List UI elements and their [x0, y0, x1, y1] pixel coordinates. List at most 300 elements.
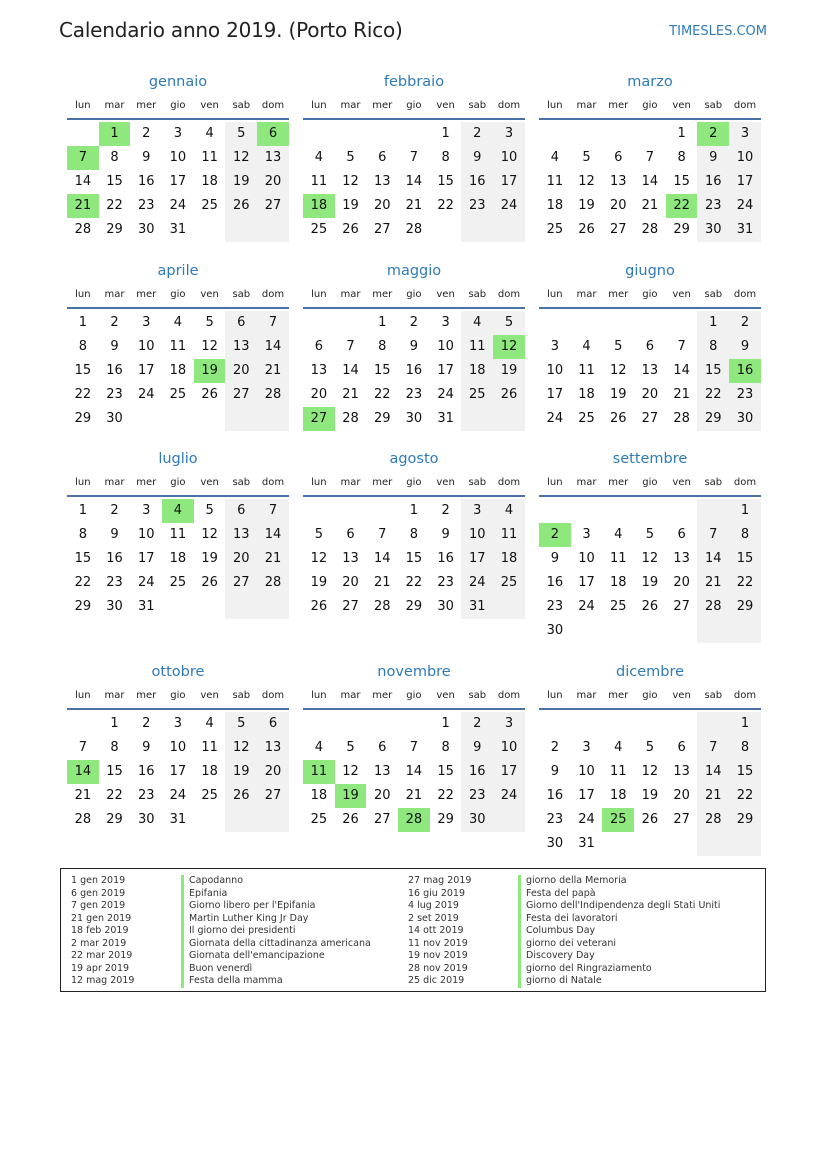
day-cell[interactable]: 28	[405, 222, 423, 237]
day-cell[interactable]: 2	[142, 126, 151, 141]
day-cell[interactable]: 19	[225, 170, 257, 194]
day-cell[interactable]: 13	[673, 551, 690, 566]
day-cell[interactable]: 14	[67, 760, 99, 784]
day-cell[interactable]: 15	[405, 551, 423, 566]
day-cell[interactable]: 29	[74, 411, 92, 426]
day-cell[interactable]: 18	[310, 788, 328, 803]
day-cell[interactable]: 1	[378, 315, 387, 330]
day-cell[interactable]: 27	[673, 599, 690, 614]
day-cell[interactable]: 29	[74, 599, 92, 614]
day-cell[interactable]: 23	[697, 194, 729, 218]
day-cell[interactable]: 4	[461, 311, 493, 335]
day-cell[interactable]: 15	[106, 174, 123, 189]
day-cell[interactable]: 16	[729, 359, 761, 383]
day-cell[interactable]: 16	[697, 170, 729, 194]
day-cell[interactable]: 7	[257, 499, 289, 523]
day-cell[interactable]: 18	[201, 764, 218, 779]
day-cell[interactable]: 13	[225, 335, 257, 359]
day-cell[interactable]: 6	[346, 527, 355, 542]
day-cell[interactable]: 4	[314, 150, 323, 165]
day-cell[interactable]: 20	[609, 198, 627, 213]
day-cell[interactable]: 1	[110, 716, 119, 731]
day-cell[interactable]: 14	[697, 760, 729, 784]
day-cell[interactable]: 12	[201, 527, 218, 542]
day-cell[interactable]: 16	[405, 363, 423, 378]
day-cell[interactable]: 30	[546, 623, 564, 638]
day-cell[interactable]: 5	[225, 712, 257, 736]
day-cell[interactable]: 29	[673, 222, 690, 237]
day-cell[interactable]: 14	[641, 174, 659, 189]
day-cell[interactable]: 17	[169, 174, 187, 189]
day-cell[interactable]: 11	[201, 740, 218, 755]
day-cell[interactable]: 10	[578, 551, 595, 566]
day-cell[interactable]: 21	[342, 387, 359, 402]
day-cell[interactable]: 1	[441, 126, 450, 141]
day-cell[interactable]: 13	[641, 363, 659, 378]
day-cell[interactable]: 19	[641, 575, 659, 590]
day-cell[interactable]: 6	[257, 122, 289, 146]
day-cell[interactable]: 21	[74, 788, 92, 803]
day-cell[interactable]: 30	[405, 411, 423, 426]
day-cell[interactable]: 28	[373, 599, 391, 614]
day-cell[interactable]: 10	[546, 363, 564, 378]
day-cell[interactable]: 18	[609, 788, 627, 803]
day-cell[interactable]: 25	[310, 222, 328, 237]
day-cell[interactable]: 20	[373, 198, 391, 213]
day-cell[interactable]: 29	[405, 599, 423, 614]
day-cell[interactable]: 2	[539, 523, 571, 547]
day-cell[interactable]: 18	[169, 551, 187, 566]
day-cell[interactable]: 12	[641, 551, 659, 566]
day-cell[interactable]: 29	[106, 222, 123, 237]
day-cell[interactable]: 15	[437, 174, 454, 189]
day-cell[interactable]: 27	[373, 812, 391, 827]
day-cell[interactable]: 27	[303, 407, 335, 431]
day-cell[interactable]: 14	[697, 547, 729, 571]
day-cell[interactable]: 10	[437, 339, 454, 354]
day-cell[interactable]: 23	[461, 784, 493, 808]
day-cell[interactable]: 9	[441, 527, 450, 542]
day-cell[interactable]: 2	[729, 311, 761, 335]
day-cell[interactable]: 16	[461, 760, 493, 784]
day-cell[interactable]: 4	[493, 499, 525, 523]
day-cell[interactable]: 8	[729, 736, 761, 760]
day-cell[interactable]: 6	[225, 311, 257, 335]
day-cell[interactable]: 21	[673, 387, 690, 402]
day-cell[interactable]: 4	[173, 315, 183, 330]
day-cell[interactable]: 26	[342, 812, 359, 827]
day-cell[interactable]: 3	[729, 122, 761, 146]
day-cell[interactable]: 25	[201, 788, 218, 803]
day-cell[interactable]: 20	[373, 788, 391, 803]
day-cell[interactable]: 28	[257, 571, 289, 595]
day-cell[interactable]: 15	[74, 363, 92, 378]
day-cell[interactable]: 8	[409, 527, 419, 542]
day-cell[interactable]: 15	[673, 174, 690, 189]
day-cell[interactable]: 24	[493, 194, 525, 218]
day-cell[interactable]: 21	[697, 784, 729, 808]
day-cell[interactable]: 19	[201, 551, 218, 566]
day-cell[interactable]: 8	[697, 335, 729, 359]
day-cell[interactable]: 14	[257, 335, 289, 359]
day-cell[interactable]: 8	[78, 527, 87, 542]
day-cell[interactable]: 31	[137, 599, 155, 614]
day-cell[interactable]: 25	[201, 198, 218, 213]
day-cell[interactable]: 4	[614, 527, 623, 542]
day-cell[interactable]: 6	[614, 150, 623, 165]
day-cell[interactable]: 12	[342, 174, 359, 189]
day-cell[interactable]: 13	[257, 146, 289, 170]
day-cell[interactable]: 18	[169, 363, 187, 378]
day-cell[interactable]: 18	[493, 547, 525, 571]
day-cell[interactable]: 12	[342, 764, 359, 779]
day-cell[interactable]: 10	[137, 339, 155, 354]
day-cell[interactable]: 26	[342, 222, 359, 237]
day-cell[interactable]: 17	[137, 363, 155, 378]
day-cell[interactable]: 29	[106, 812, 123, 827]
day-cell[interactable]: 25	[310, 812, 328, 827]
day-cell[interactable]: 7	[645, 150, 655, 165]
day-cell[interactable]: 9	[110, 339, 119, 354]
day-cell[interactable]: 17	[546, 387, 564, 402]
day-cell[interactable]: 22	[106, 198, 123, 213]
day-cell[interactable]: 20	[673, 788, 690, 803]
day-cell[interactable]: 22	[74, 387, 92, 402]
day-cell[interactable]: 1	[697, 311, 729, 335]
day-cell[interactable]: 31	[578, 836, 595, 851]
day-cell[interactable]: 21	[405, 198, 423, 213]
day-cell[interactable]: 17	[578, 788, 595, 803]
day-cell[interactable]: 26	[641, 599, 659, 614]
day-cell[interactable]: 31	[461, 595, 493, 619]
day-cell[interactable]: 7	[257, 311, 289, 335]
day-cell[interactable]: 11	[578, 363, 595, 378]
day-cell[interactable]: 1	[729, 712, 761, 736]
day-cell[interactable]: 16	[106, 363, 123, 378]
day-cell[interactable]: 26	[641, 812, 659, 827]
day-cell[interactable]: 12	[641, 764, 659, 779]
day-cell[interactable]: 18	[201, 174, 218, 189]
day-cell[interactable]: 25	[578, 411, 595, 426]
day-cell[interactable]: 24	[546, 411, 564, 426]
day-cell[interactable]: 22	[106, 788, 123, 803]
day-cell[interactable]: 19	[609, 387, 627, 402]
day-cell[interactable]: 15	[373, 363, 391, 378]
day-cell[interactable]: 18	[303, 194, 335, 218]
day-cell[interactable]: 4	[550, 150, 559, 165]
day-cell[interactable]: 2	[697, 122, 729, 146]
day-cell[interactable]: 22	[437, 198, 454, 213]
day-cell[interactable]: 12	[201, 339, 218, 354]
day-cell[interactable]: 4	[162, 499, 194, 523]
day-cell[interactable]: 20	[257, 760, 289, 784]
day-cell[interactable]: 19	[310, 575, 328, 590]
day-cell[interactable]: 6	[677, 740, 686, 755]
day-cell[interactable]: 26	[609, 411, 627, 426]
day-cell[interactable]: 12	[578, 174, 595, 189]
day-cell[interactable]: 21	[67, 194, 99, 218]
day-cell[interactable]: 7	[78, 740, 87, 755]
day-cell[interactable]: 27	[373, 222, 391, 237]
day-cell[interactable]: 22	[729, 571, 761, 595]
day-cell[interactable]: 19	[194, 359, 226, 383]
day-cell[interactable]: 31	[437, 411, 454, 426]
day-cell[interactable]: 23	[137, 198, 155, 213]
day-cell[interactable]: 4	[582, 339, 591, 354]
day-cell[interactable]: 6	[257, 712, 289, 736]
day-cell[interactable]: 8	[729, 523, 761, 547]
day-cell[interactable]: 4	[205, 126, 214, 141]
day-cell[interactable]: 18	[461, 359, 493, 383]
day-cell[interactable]: 24	[137, 387, 155, 402]
day-cell[interactable]: 22	[405, 575, 423, 590]
day-cell[interactable]: 1	[78, 503, 87, 518]
day-cell[interactable]: 7	[378, 527, 387, 542]
day-cell[interactable]: 26	[201, 387, 218, 402]
day-cell[interactable]: 7	[409, 150, 419, 165]
day-cell[interactable]: 13	[225, 523, 257, 547]
day-cell[interactable]: 14	[342, 363, 359, 378]
day-cell[interactable]: 28	[697, 808, 729, 832]
day-cell[interactable]: 27	[342, 599, 359, 614]
day-cell[interactable]: 2	[142, 716, 151, 731]
day-cell[interactable]: 9	[409, 339, 419, 354]
day-cell[interactable]: 6	[645, 339, 655, 354]
day-cell[interactable]: 12	[310, 551, 328, 566]
day-cell[interactable]: 6	[314, 339, 323, 354]
day-cell[interactable]: 10	[169, 740, 187, 755]
day-cell[interactable]: 3	[493, 712, 525, 736]
day-cell[interactable]: 3	[142, 315, 151, 330]
day-cell[interactable]: 15	[729, 547, 761, 571]
day-cell[interactable]: 25	[602, 808, 634, 832]
day-cell[interactable]: 30	[437, 599, 454, 614]
day-cell[interactable]: 8	[78, 339, 87, 354]
day-cell[interactable]: 9	[461, 146, 493, 170]
day-cell[interactable]: 30	[729, 407, 761, 431]
day-cell[interactable]: 21	[373, 575, 391, 590]
day-cell[interactable]: 16	[137, 764, 155, 779]
day-cell[interactable]: 29	[729, 595, 761, 619]
day-cell[interactable]: 16	[461, 170, 493, 194]
day-cell[interactable]: 26	[578, 222, 595, 237]
day-cell[interactable]: 10	[493, 736, 525, 760]
day-cell[interactable]: 20	[257, 170, 289, 194]
day-cell[interactable]: 14	[405, 764, 423, 779]
day-cell[interactable]: 21	[697, 571, 729, 595]
day-cell[interactable]: 3	[582, 527, 591, 542]
day-cell[interactable]: 7	[697, 523, 729, 547]
day-cell[interactable]: 29	[729, 808, 761, 832]
day-cell[interactable]: 27	[673, 812, 690, 827]
site-link[interactable]: TIMESLES.COM	[669, 24, 767, 39]
day-cell[interactable]: 23	[437, 575, 454, 590]
day-cell[interactable]: 5	[225, 122, 257, 146]
day-cell[interactable]: 19	[225, 760, 257, 784]
day-cell[interactable]: 14	[405, 174, 423, 189]
day-cell[interactable]: 5	[205, 503, 214, 518]
day-cell[interactable]: 5	[205, 315, 214, 330]
day-cell[interactable]: 20	[225, 547, 257, 571]
day-cell[interactable]: 28	[74, 812, 92, 827]
day-cell[interactable]: 25	[461, 383, 493, 407]
day-cell[interactable]: 13	[373, 764, 391, 779]
day-cell[interactable]: 29	[437, 812, 454, 827]
day-cell[interactable]: 25	[609, 599, 627, 614]
day-cell[interactable]: 3	[550, 339, 559, 354]
day-cell[interactable]: 11	[310, 174, 328, 189]
day-cell[interactable]: 8	[441, 150, 450, 165]
day-cell[interactable]: 28	[342, 411, 359, 426]
day-cell[interactable]: 30	[546, 836, 564, 851]
day-cell[interactable]: 12	[493, 335, 525, 359]
day-cell[interactable]: 10	[578, 764, 595, 779]
day-cell[interactable]: 11	[493, 523, 525, 547]
day-cell[interactable]: 27	[225, 571, 257, 595]
day-cell[interactable]: 27	[641, 411, 659, 426]
day-cell[interactable]: 12	[225, 146, 257, 170]
day-cell[interactable]: 5	[314, 527, 323, 542]
day-cell[interactable]: 24	[437, 387, 454, 402]
day-cell[interactable]: 22	[74, 575, 92, 590]
day-cell[interactable]: 1	[441, 716, 450, 731]
day-cell[interactable]: 13	[673, 764, 690, 779]
day-cell[interactable]: 23	[729, 383, 761, 407]
day-cell[interactable]: 17	[578, 575, 595, 590]
day-cell[interactable]: 21	[257, 359, 289, 383]
day-cell[interactable]: 15	[437, 764, 454, 779]
day-cell[interactable]: 8	[110, 740, 119, 755]
day-cell[interactable]: 10	[137, 527, 155, 542]
day-cell[interactable]: 30	[461, 808, 493, 832]
day-cell[interactable]: 6	[378, 740, 387, 755]
day-cell[interactable]: 15	[106, 764, 123, 779]
day-cell[interactable]: 11	[303, 760, 335, 784]
day-cell[interactable]: 30	[137, 222, 155, 237]
day-cell[interactable]: 3	[461, 499, 493, 523]
day-cell[interactable]: 22	[729, 784, 761, 808]
day-cell[interactable]: 3	[582, 740, 591, 755]
day-cell[interactable]: 5	[645, 740, 655, 755]
day-cell[interactable]: 23	[546, 599, 564, 614]
day-cell[interactable]: 13	[310, 363, 328, 378]
day-cell[interactable]: 26	[201, 575, 218, 590]
day-cell[interactable]: 2	[461, 712, 493, 736]
day-cell[interactable]: 3	[441, 315, 450, 330]
day-cell[interactable]: 19	[493, 359, 525, 383]
day-cell[interactable]: 1	[78, 315, 87, 330]
day-cell[interactable]: 15	[729, 760, 761, 784]
day-cell[interactable]: 8	[110, 150, 119, 165]
day-cell[interactable]: 27	[257, 194, 289, 218]
day-cell[interactable]: 20	[342, 575, 359, 590]
day-cell[interactable]: 14	[673, 363, 690, 378]
day-cell[interactable]: 23	[137, 788, 155, 803]
day-cell[interactable]: 12	[225, 736, 257, 760]
day-cell[interactable]: 4	[614, 740, 623, 755]
day-cell[interactable]: 20	[641, 387, 659, 402]
day-cell[interactable]: 21	[257, 547, 289, 571]
day-cell[interactable]: 8	[441, 740, 450, 755]
day-cell[interactable]: 22	[666, 194, 698, 218]
day-cell[interactable]: 27	[225, 383, 257, 407]
day-cell[interactable]: 11	[201, 150, 218, 165]
day-cell[interactable]: 11	[609, 764, 627, 779]
day-cell[interactable]: 2	[550, 740, 559, 755]
day-cell[interactable]: 17	[493, 760, 525, 784]
day-cell[interactable]: 24	[729, 194, 761, 218]
day-cell[interactable]: 3	[493, 122, 525, 146]
day-cell[interactable]: 5	[582, 150, 591, 165]
day-cell[interactable]: 4	[205, 716, 214, 731]
day-cell[interactable]: 12	[609, 363, 627, 378]
day-cell[interactable]: 15	[74, 551, 92, 566]
day-cell[interactable]: 16	[546, 788, 564, 803]
day-cell[interactable]: 1	[729, 499, 761, 523]
day-cell[interactable]: 28	[398, 808, 430, 832]
day-cell[interactable]: 28	[74, 222, 92, 237]
day-cell[interactable]: 11	[609, 551, 627, 566]
day-cell[interactable]: 23	[405, 387, 423, 402]
day-cell[interactable]: 25	[169, 387, 187, 402]
day-cell[interactable]: 9	[461, 736, 493, 760]
day-cell[interactable]: 15	[697, 359, 729, 383]
day-cell[interactable]: 21	[641, 198, 659, 213]
day-cell[interactable]: 21	[405, 788, 423, 803]
day-cell[interactable]: 22	[373, 387, 391, 402]
day-cell[interactable]: 8	[378, 339, 387, 354]
day-cell[interactable]: 16	[137, 174, 155, 189]
day-cell[interactable]: 29	[697, 407, 729, 431]
day-cell[interactable]: 17	[137, 551, 155, 566]
day-cell[interactable]: 17	[729, 170, 761, 194]
day-cell[interactable]: 22	[697, 383, 729, 407]
day-cell[interactable]: 24	[578, 812, 595, 827]
day-cell[interactable]: 17	[493, 170, 525, 194]
day-cell[interactable]: 2	[110, 503, 119, 518]
day-cell[interactable]: 27	[609, 222, 627, 237]
day-cell[interactable]: 30	[137, 812, 155, 827]
day-cell[interactable]: 24	[169, 788, 187, 803]
day-cell[interactable]: 19	[578, 198, 595, 213]
day-cell[interactable]: 26	[225, 194, 257, 218]
day-cell[interactable]: 1	[677, 126, 686, 141]
day-cell[interactable]: 30	[106, 411, 123, 426]
day-cell[interactable]: 10	[461, 523, 493, 547]
day-cell[interactable]: 11	[169, 527, 187, 542]
day-cell[interactable]: 25	[169, 575, 187, 590]
day-cell[interactable]: 24	[169, 198, 187, 213]
day-cell[interactable]: 16	[546, 575, 564, 590]
day-cell[interactable]: 24	[578, 599, 595, 614]
day-cell[interactable]: 9	[729, 335, 761, 359]
day-cell[interactable]: 1	[99, 122, 131, 146]
day-cell[interactable]: 2	[409, 315, 419, 330]
day-cell[interactable]: 5	[614, 339, 623, 354]
day-cell[interactable]: 10	[729, 146, 761, 170]
day-cell[interactable]: 30	[106, 599, 123, 614]
day-cell[interactable]: 9	[142, 740, 151, 755]
day-cell[interactable]: 18	[578, 387, 595, 402]
day-cell[interactable]: 11	[461, 335, 493, 359]
day-cell[interactable]: 17	[169, 764, 187, 779]
day-cell[interactable]: 24	[493, 784, 525, 808]
day-cell[interactable]: 17	[437, 363, 454, 378]
day-cell[interactable]: 5	[346, 740, 355, 755]
day-cell[interactable]: 19	[335, 784, 367, 808]
day-cell[interactable]: 20	[673, 575, 690, 590]
day-cell[interactable]: 23	[546, 812, 564, 827]
